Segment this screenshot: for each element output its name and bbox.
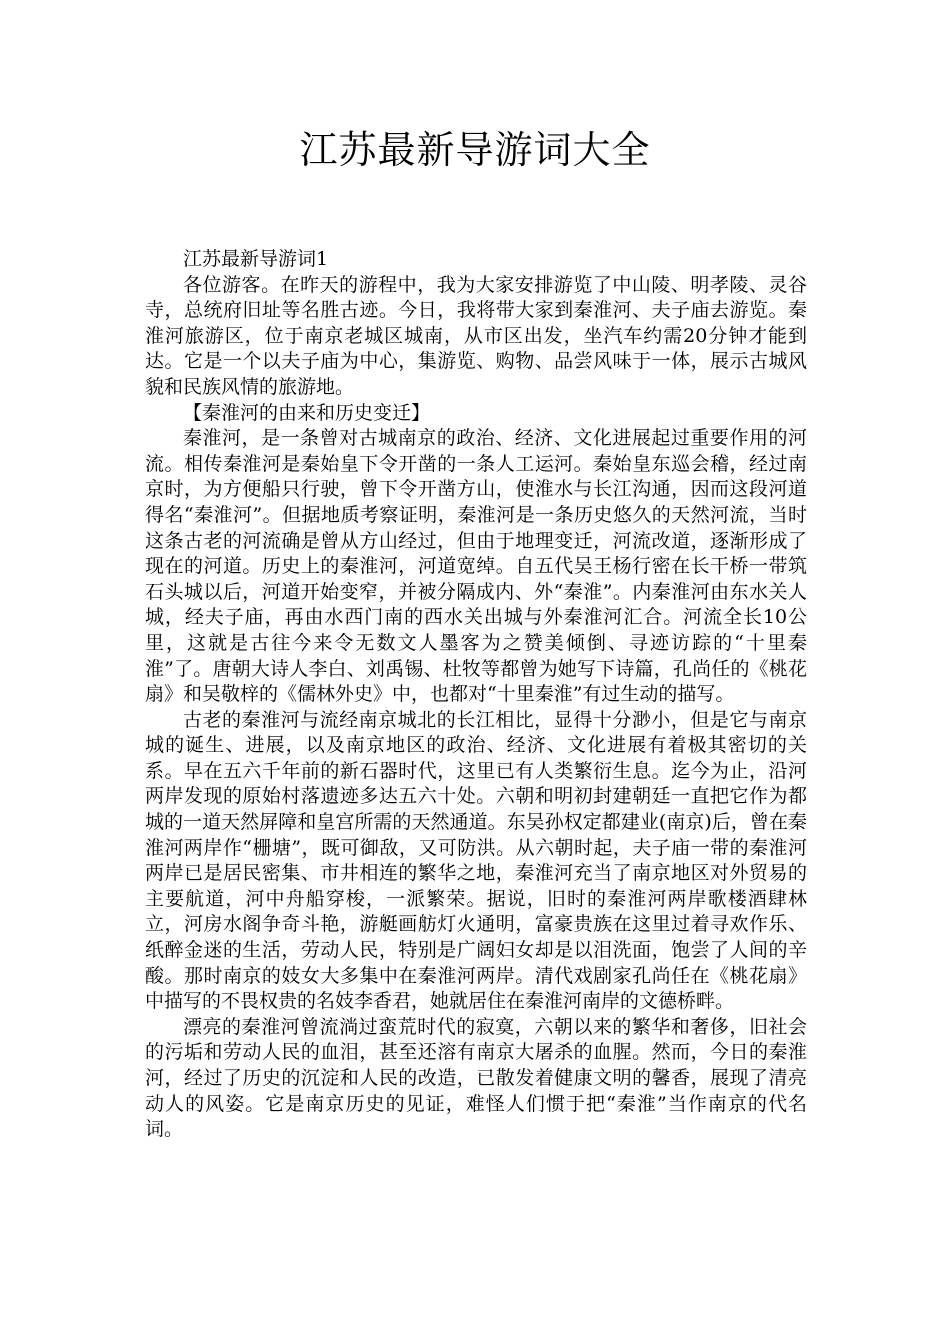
paragraph-ancient-river: 古老的秦淮河与流经南京城北的长江相比，显得十分渺小，但是它与南京城的诞生、进展，以及南京地区的政治、经济、文化进展有着极其密切的关系。早在五六千年前的新石器时代，这里已有人类繁衍生息。迄今为止，沿河两岸发现的原始村落遗迹多达五六十处。六朝和明初封建朝廷一直把它作为都城的一道天然屏障和皇宫所需的天然通道。东吴孙权定都建业(南京)后，曾在秦淮河两岸作“栅塘”，既可御敌，又可防洪。从六朝时起，夫子庙一带的秦淮河两岸已是居民密集、市井相连的繁华之地，秦淮河充当了南京地区对外贸易的主要航道，河中舟船穿梭，一派繁荣。据说，旧时的秦淮河两岸歌楼酒肆林立，河房水阁争奇斗艳，游艇画舫灯火通明，富豪贵族在这里过着寻欢作乐、纸醉金迷的生活，劳动人民，特别是广阔妇女却是以泪洗面，饱尝了人间的辛酸。那时南京的妓女大多集中在秦淮河两岸。清代戏剧家孔尚任在《桃花扇》中描写的不畏权贵的名妓李香君，她就居住在秦淮河南岸的文德桥畔。 [145,708,807,1013]
paragraph-intro: 各位游客。在昨天的游程中，我为大家安排游览了中山陵、明孝陵、灵谷寺，总统府旧址等名胜古迹。今日，我将带大家到秦淮河、夫子庙去游览。秦淮河旅游区，位于南京老城区城南，从市区出发，坐汽车约需20分钟才能到达。它是一个以夫子庙为中心，集游览、购物、品尝风味于一体，展示古城风貌和民族风情的旅游地。 [145,273,807,398]
section-heading: 江苏最新导游词1 [183,248,329,270]
document-title: 江苏最新导游词大全 [299,128,651,172]
paragraph-today: 漂亮的秦淮河曾流淌过蛮荒时代的寂寞，六朝以来的繁华和奢侈，旧社会的污垢和劳动人民的血泪，甚至还溶有南京大屠杀的血腥。然而，今日的秦淮河，经过了历史的沉淀和人民的改造，已散发着健康文明的馨香，展现了清亮动人的风姿。它是南京历史的见证，难怪人们惯于把“秦淮”当作南京的代名词。 [145,1015,807,1141]
paragraph-history: 秦淮河，是一条曾对古城南京的政治、经济、文化进展起过重要作用的河流。相传秦淮河是秦始皇下令开凿的一条人工运河。秦始皇东巡会稽，经过南京时，为方便船只行驶，曾下令开凿方山，使淮水与长江沟通，因而这段河道得名“秦淮河”。但据地质考察证明，秦淮河是一条历史悠久的天然河流，当时这条古老的河流确是曾从方山经过，但由于地理变迁，河流改道，逐渐形成了现在的河道。历史上的秦淮河，河道宽绰。自五代吴王杨行密在长干桥一带筑石头城以后，河道开始变窄，并被分隔成内、外“秦淮”。内秦淮河由东水关人城，经夫子庙，再由水西门南的西水关出城与外秦淮河汇合。河流全长10公里，这就是古往今来令无数文人墨客为之赞美倾倒、寻迹访踪的“十里秦淮”了。唐朝大诗人李白、刘禹锡、杜牧等都曾为她写下诗篇，孔尚任的《桃花扇》和吴敬梓的《儒林外史》中，也都对“十里秦淮”有过生动的描写。 [145,427,807,706]
document-body [145,247,807,1143]
subsection-heading: 【秦淮河的由来和历史变迁】 [183,401,431,424]
